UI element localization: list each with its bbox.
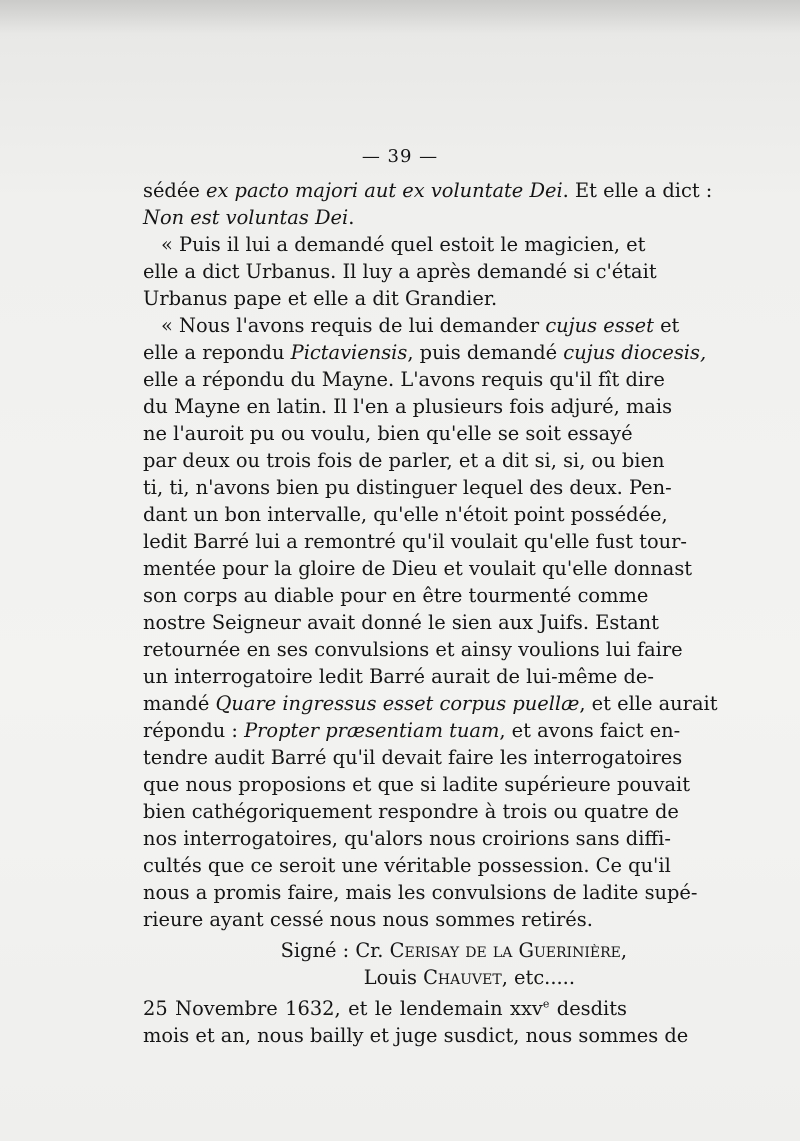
text-line: [143, 339, 707, 366]
text-span: par deux ou trois fois de parler, et a dit si, si, ou bien: [143, 449, 665, 472]
text-line: [143, 420, 633, 447]
text-span: elle a repondu: [143, 341, 291, 364]
superscript: e: [542, 997, 550, 1011]
signature-name: Cerisay de la Guerinière: [389, 939, 621, 962]
text-span: desdits: [549, 997, 627, 1020]
text-line: [143, 771, 691, 798]
italic-text: ex pacto majori aut ex voluntate Dei: [205, 179, 563, 202]
text-span: nos interrogatoires, qu'alors nous croirions sans diffi-: [143, 827, 671, 850]
text-line: [143, 879, 698, 906]
text-span: , et elle aurait: [579, 692, 718, 715]
italic-text: Quare ingressus esset corpus puellæ: [215, 692, 580, 715]
text-line: [143, 636, 683, 663]
text-span: que nous proposions et que si ladite supérieure pouvait: [143, 773, 691, 796]
text-span: tendre audit Barré qu'il devait faire les interrogatoires: [143, 746, 683, 769]
text-line: [143, 582, 649, 609]
text-line: [143, 393, 673, 420]
text-span: sédée: [143, 179, 206, 202]
italic-text: Non est voluntas Dei: [143, 206, 349, 229]
text-line: [143, 825, 671, 852]
text-line: [143, 501, 668, 528]
text-line: [143, 285, 627, 312]
signature-prefix: Louis: [363, 966, 424, 989]
page-top-shadow: [0, 0, 800, 34]
text-span: dant un bon intervalle, qu'elle n'étoit point possédée,: [143, 503, 668, 526]
text-line: [143, 995, 627, 1022]
text-span: ledit Barré lui a remontré qu'il voulait qu'elle fust tour-: [143, 530, 687, 553]
text-span: et: [653, 314, 680, 337]
italic-text: cujus esset: [545, 314, 654, 337]
text-span: elle a répondu du Mayne. L'avons requis qu'il fît dire: [143, 368, 665, 391]
text-line: [143, 231, 646, 258]
text-line: [143, 663, 654, 690]
text-span: .: [348, 206, 355, 229]
text-line: [143, 744, 683, 771]
text-span: , puis demandé: [407, 341, 564, 364]
text-span: cultés que ce seroit une véritable possession. Ce qu'il: [143, 854, 671, 877]
text-line: [143, 177, 713, 204]
text-span: bien cathégoriquement respondre à trois ou quatre de: [143, 800, 679, 823]
text-span: Urbanus pape et elle a dit Grandier.: [143, 287, 498, 310]
signature-name: Chauvet: [423, 966, 502, 989]
text-line: [143, 690, 718, 717]
text-span: ne l'auroit pu ou voulu, bien qu'elle se soit essayé: [143, 422, 633, 445]
text-span: ti, ti, n'avons bien pu distinguer lequel des deux. Pen-: [143, 476, 672, 499]
page-number: — 39 —: [361, 146, 439, 167]
text-line: [143, 258, 657, 285]
text-line: [143, 906, 627, 933]
text-line: [143, 528, 687, 555]
text-span: retournée en ses convulsions et ainsy voulions lui faire: [143, 638, 683, 661]
text-line: [143, 555, 693, 582]
signature-prefix: Signé : Cr.: [280, 939, 390, 962]
text-span: un interrogatoire ledit Barré aurait de lui-même de-: [143, 665, 654, 688]
text-line: [143, 609, 659, 636]
text-span: « Puis il lui a demandé quel estoit le magicien, et: [161, 233, 646, 256]
text-span: elle a dict Urbanus. Il luy a après demandé si c'était: [143, 260, 657, 283]
text-span: « Nous l'avons requis de lui demander: [161, 314, 546, 337]
signature-line: [143, 964, 627, 991]
text-span: du Mayne en latin. Il l'en a plusieurs fois adjuré, mais: [143, 395, 673, 418]
text-span: mois et an, nous bailly et juge susdict, nous sommes de: [143, 1024, 689, 1047]
text-line: [143, 447, 665, 474]
text-line: [143, 204, 627, 231]
text-line: [143, 717, 681, 744]
text-span: 25 Novembre 1632, et le lendemain xxv: [143, 997, 543, 1020]
signature-suffix: , etc.....: [501, 966, 575, 989]
text-span: nostre Seigneur avait donné le sien aux Juifs. Estant: [143, 611, 659, 634]
italic-text: Propter præsentiam tuam: [244, 719, 500, 742]
text-line: [143, 474, 672, 501]
text-span: nous a promis faire, mais les convulsions de ladite supé-: [143, 881, 698, 904]
text-span: , et avons faict en-: [499, 719, 681, 742]
body-text: [143, 177, 718, 1049]
italic-text: Pictaviensis: [290, 341, 408, 364]
text-line: [143, 798, 679, 825]
text-line: [143, 312, 680, 339]
text-span: mentée pour la gloire de Dieu et voulait qu'elle donnast: [143, 557, 693, 580]
text-span: son corps au diable pour en être tourmenté comme: [143, 584, 649, 607]
italic-text: cujus diocesis,: [563, 341, 707, 364]
text-line: [143, 852, 671, 879]
signature-suffix: ,: [620, 939, 627, 962]
text-span: . Et elle a dict :: [562, 179, 713, 202]
text-span: répondu :: [143, 719, 245, 742]
signature-line: [143, 937, 627, 964]
text-line: [143, 366, 665, 393]
text-span: rieure ayant cessé nous nous sommes retirés.: [143, 908, 593, 931]
text-line: [143, 1022, 689, 1049]
text-span: mandé: [143, 692, 216, 715]
